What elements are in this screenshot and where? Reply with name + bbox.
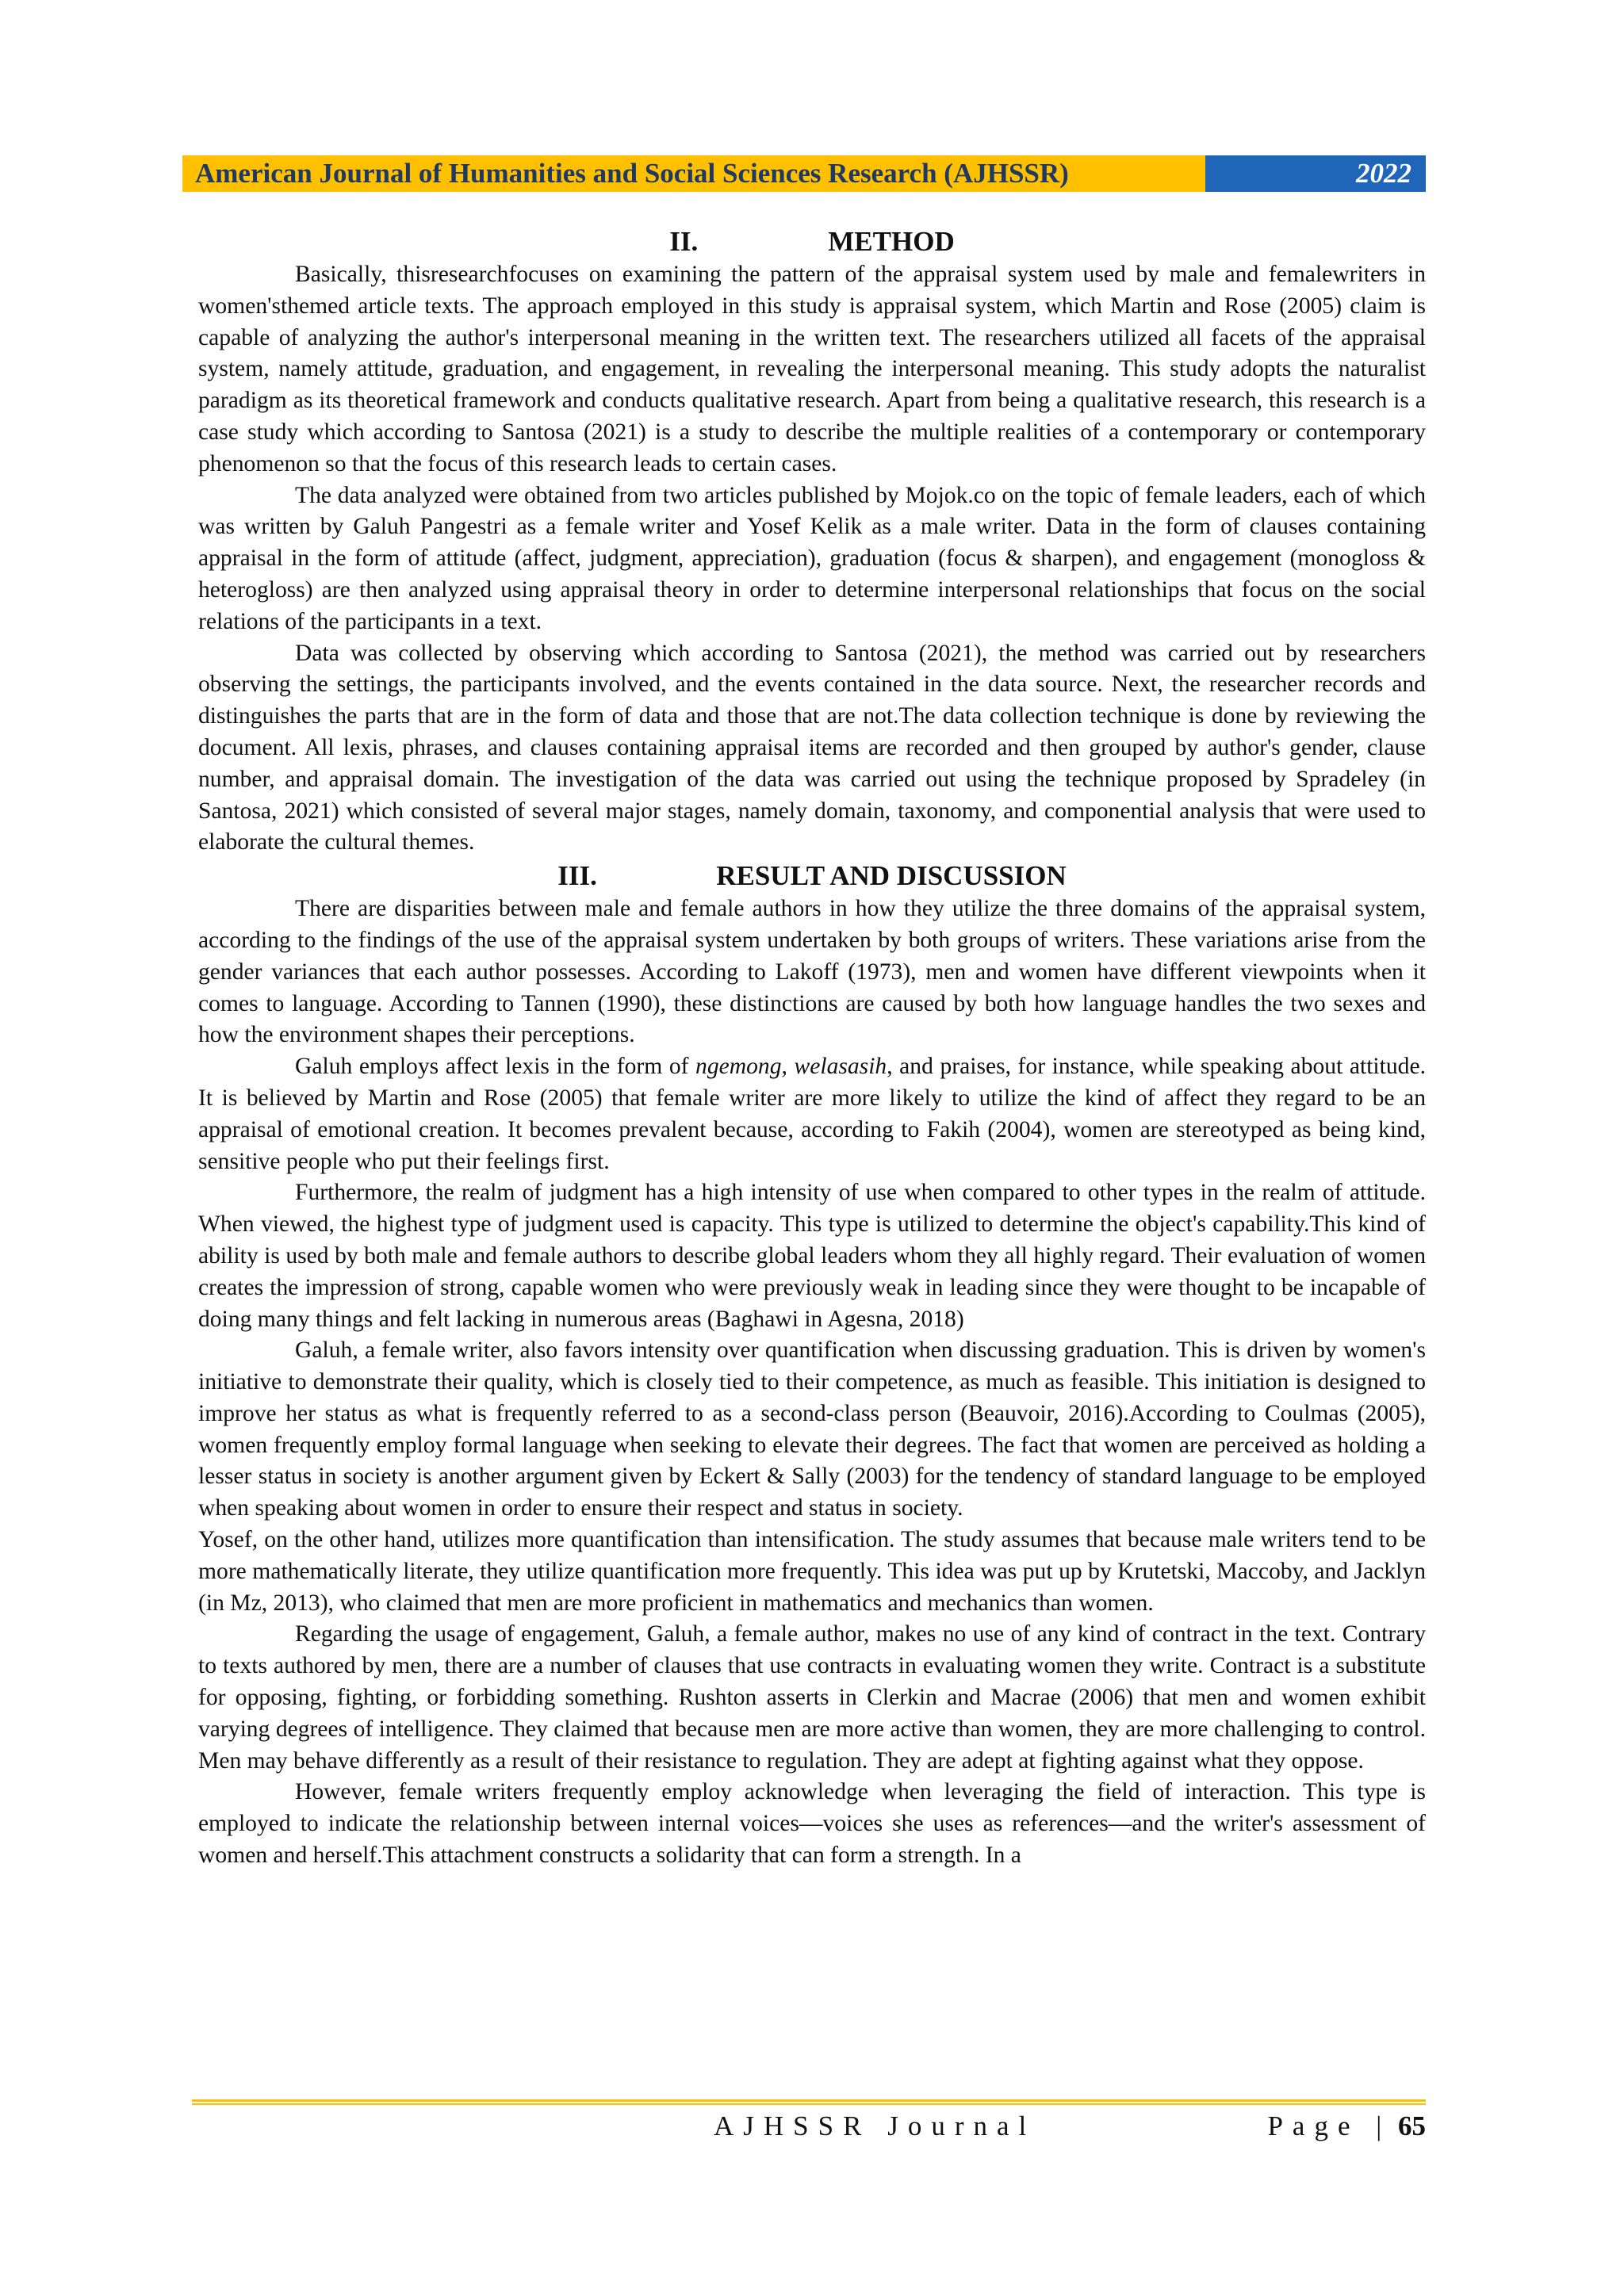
paragraph: Basically, thisresearchfocuses on examining the pattern of the appraisal system used by male and femalewriters in women'sthemed article texts. The approach employed in this study is appraisal system, which Martin and Rose (2005) claim is capable of analyzing the author's interpersonal meaning in the written text. The researchers utilized all facets of the appraisal system, namely attitude, graduation, and engagement, in revealing the interpersonal meaning. This study adopts the naturalist paradigm as its theoretical framework and conducts qualitative research. Apart from being a qualitative research, this research is a case study which according to Santosa (2021) is a study to describe the multiple realities of a contemporary or contemporary phenomenon so that the focus of this research leads to certain cases. xyxy=(198,262,1426,476)
section-title: RESULT AND DISCUSSION xyxy=(716,860,1067,892)
paragraph: Data was collected by observing which according to Santosa (2021), the method was carried out by researchers observing the settings, the participants involved, and the events contained in the data source. Next, the researcher records and distinguishes the parts that are in the form of data and those that are not.The data collection technique is done by reviewing the document. All lexis, phrases, and clauses containing appraisal items are recorded and then grouped by author's gender, clause number, and appraisal domain. The investigation of the data was carried out using the technique proposed by Spradeley (in Santosa, 2021) which consisted of several major stages, namely domain, taxonomy, and componential analysis that were used to elaborate the cultural themes. xyxy=(198,640,1426,855)
page-number: 65 xyxy=(1398,2110,1426,2141)
italic-term: ngemong, welasasih xyxy=(695,1054,887,1080)
paragraph-text: , and praises, for instance, while speaking about attitude. It is believed by Martin and Rose (2005) that female writer are more likely to utilize the kind of affect they regard to be an appraisal of emotional creation. It becomes prevalent because, according to Fakih (2004), women are stereotyped as being kind, sensitive people who put their feelings first. xyxy=(198,1054,1427,1174)
page-number-block xyxy=(1267,2109,1426,2144)
section-title: METHOD xyxy=(828,226,955,257)
running-header xyxy=(182,155,1426,192)
page-label: Page | xyxy=(1267,2110,1392,2141)
paragraph: However, female writers frequently employ acknowledge when leveraging the field of interaction. This type is employed to indicate the relationship between internal voices—voices she uses as references—and the writer's assessment of women and herself.This attachment constructs a solidarity that can form a strength. In a xyxy=(198,1779,1426,1869)
journal-name: American Journal of Humanities and Social Sciences Research (AJHSSR) xyxy=(182,155,1205,192)
section-number: II. xyxy=(669,226,699,257)
footer-rule xyxy=(192,2099,1426,2105)
section-heading-results xyxy=(198,859,1426,894)
paragraph: Yosef, on the other hand, utilizes more quantification than intensification. The study assumes that because male writers tend to be more mathematically literate, they utilize quantification more frequently. This idea was put up by Krutetski, Maccoby, and Jacklyn (in Mz, 2013), who claimed that men are more proficient in mathematics and mechanics than women. xyxy=(198,1527,1426,1616)
paragraph xyxy=(198,1051,1426,1177)
footer-journal-name: AJHSSR Journal xyxy=(714,2110,1036,2141)
section-number: III. xyxy=(557,860,597,892)
page-content xyxy=(198,224,1426,1872)
paragraph-text: Galuh employs affect lexis in the form of xyxy=(295,1054,696,1080)
paragraph: The data analyzed were obtained from two articles published by Mojok.co on the topic of female leaders, each of which was written by Galuh Pangestri as a female writer and Yosef Kelik as a male writer. Data in the form of clauses containing appraisal in the form of attitude (affect, judgment, appreciation), graduation (focus & sharpen), and engagement (monogloss & heterogloss) are then analyzed using appraisal theory in order to determine interpersonal relationships that focus on the social relations of the participants in a text. xyxy=(198,482,1426,634)
paragraph: There are disparities between male and female authors in how they utilize the three domains of the appraisal system, according to the findings of the use of the appraisal system undertaken by both groups of writers. These variations arise from the gender variances that each author possesses. According to Lakoff (1973), men and women have different viewpoints when it comes to language. According to Tannen (1990), these distinctions are caused by both how language handles the two sexes and how the environment shapes their perceptions. xyxy=(198,896,1426,1048)
section-heading-method xyxy=(198,224,1426,259)
paragraph: Furthermore, the realm of judgment has a high intensity of use when compared to other types in the realm of attitude. When viewed, the highest type of judgment used is capacity. This type is utilized to determine the object's capability.This kind of ability is used by both male and female authors to describe global leaders whom they all highly regard. Their evaluation of women creates the impression of strong, capable women who were previously weak in leading since they were thought to be incapable of doing many things and felt lacking in numerous areas (Baghawi in Agesna, 2018) xyxy=(198,1180,1426,1332)
paragraph: Galuh, a female writer, also favors intensity over quantification when discussing graduation. This is driven by women's initiative to demonstrate their quality, which is closely tied to their competence, as much as feasible. This initiation is designed to improve her status as what is frequently referred to as a second-class person (Beauvoir, 2016).According to Coulmas (2005), women frequently employ formal language when seeking to elevate their degrees. The fact that women are perceived as holding a lesser status in society is another argument given by Eckert & Sally (2003) for the tendency of standard language to be employed when speaking about women in order to ensure their respect and status in society. xyxy=(198,1337,1426,1521)
journal-year: 2022 xyxy=(1205,155,1426,192)
paragraph: Regarding the usage of engagement, Galuh, a female author, makes no use of any kind of contract in the text. Contrary to texts authored by men, there are a number of clauses that use contracts in evaluating women they write. Contract is a substitute for opposing, fighting, or forbidding something. Rushton asserts in Clerkin and Macrae (2006) that men and women exhibit varying degrees of intelligence. They claimed that because men are more active than women, they are more challenging to control. Men may behave differently as a result of their resistance to regulation. They are adept at fighting against what they oppose. xyxy=(198,1621,1426,1774)
